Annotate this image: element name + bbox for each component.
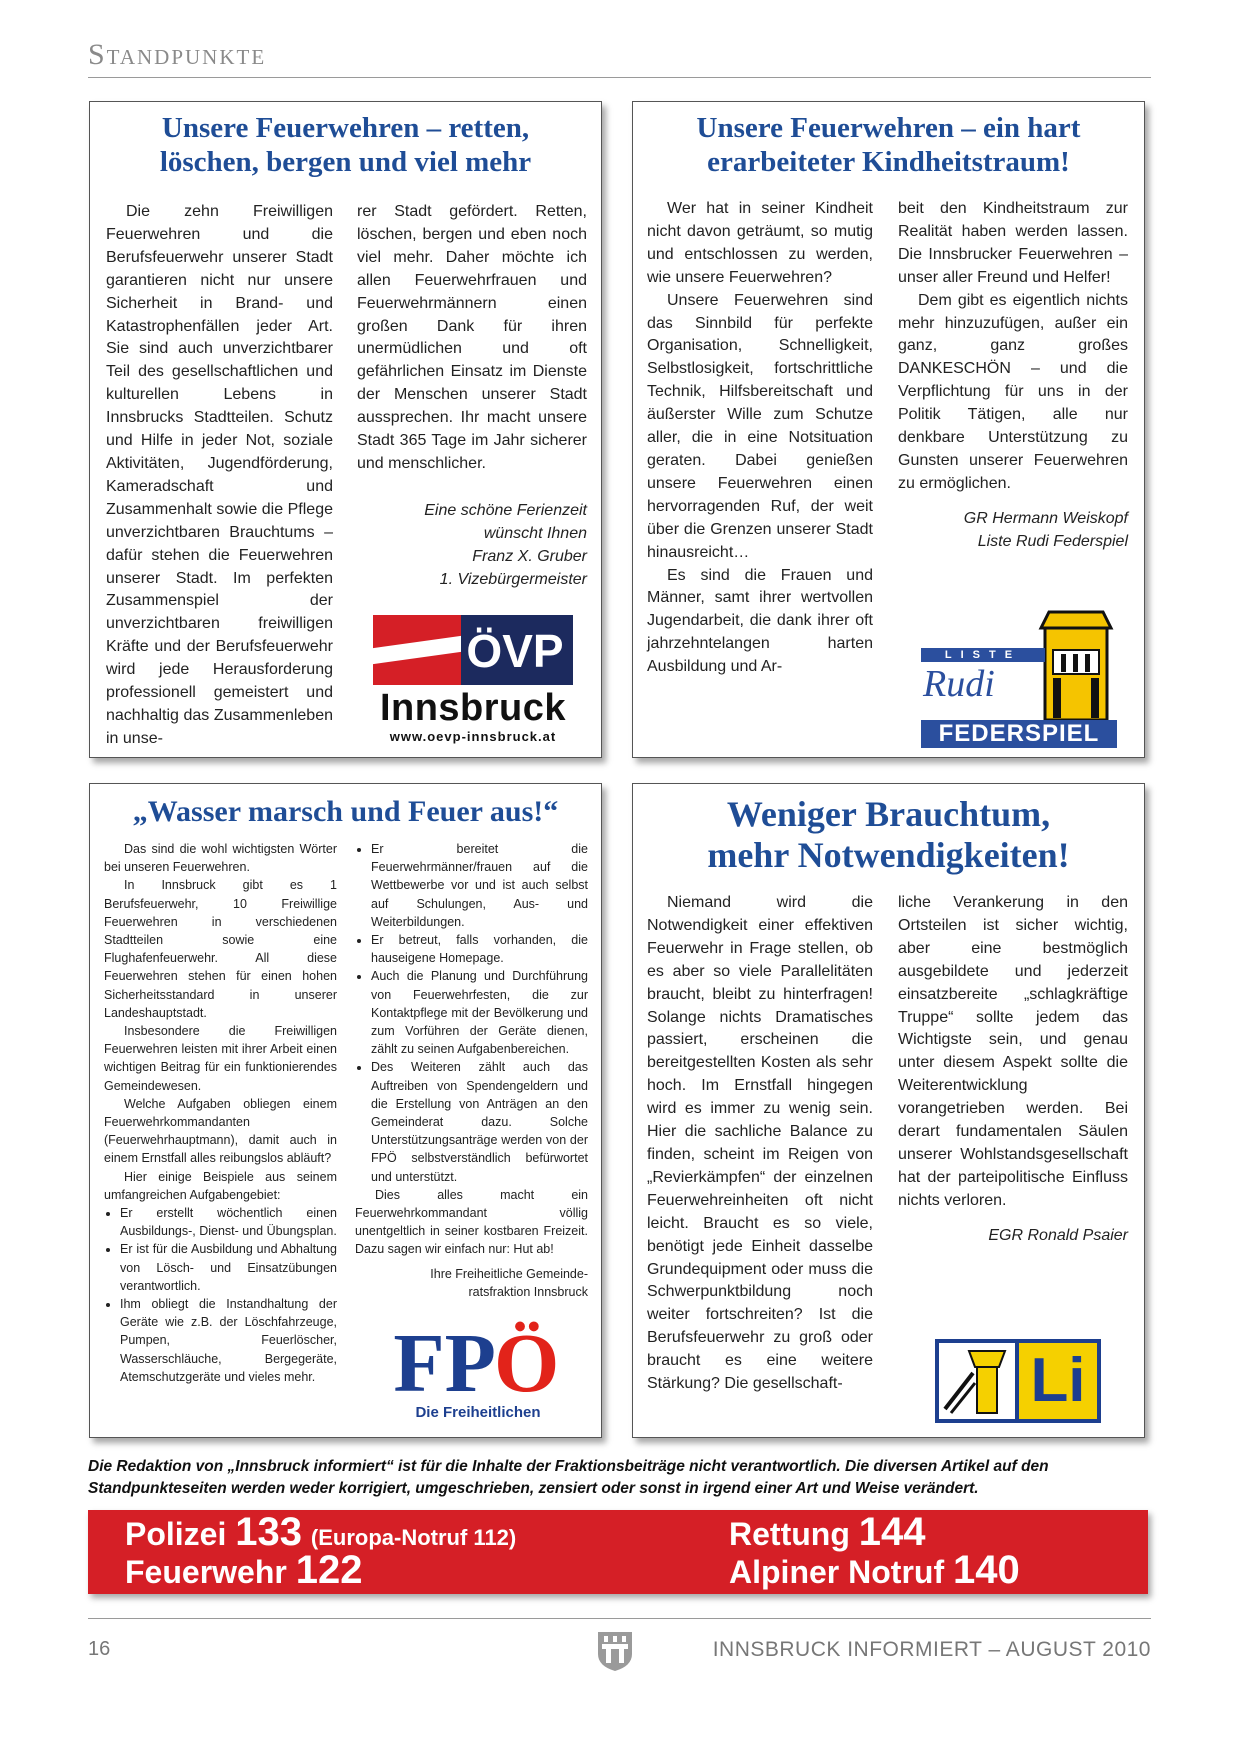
signature-line: Eine schöne Ferienzeit	[424, 501, 587, 519]
editorial-disclaimer: Die Redaktion von „Innsbruck informiert“ ist für die Inhalte der Fraktionsbeiträge nicht verantwortlich. Die diversen Artikel auf den Standpunkteseiten werden weder korrigiert, umgeschrieben, zensiert oder sonst in irgend einer Art und Weise verändert.	[88, 1458, 1049, 1497]
paragraph: Dem gibt es eigentlich nichts mehr hinzuzufügen, außer ein ganz, ganz großes DANKESCHÖN – und die Verpflichtung für uns in der Politik Tätigen, alle nur denkbare Unterstützung zu Gunsten unserer Feuerwehren zu ermöglichen.	[898, 291, 1128, 492]
signature-author: Franz X. Gruber	[472, 547, 587, 565]
oevp-logo	[373, 615, 573, 747]
paragraph: beit den Kindheitstraum zur Realität haben werden lassen. Die Innsbrucker Feuerwehren – unser aller Freund und Helfer!	[898, 200, 1128, 286]
li-logo-text: Li	[1019, 1343, 1097, 1419]
paragraph: Dies alles macht ein Feuerwehrkommandant völlig unentgeltlich in seiner kostbaren Freizeit. Dazu sagen wir einfach nur: Hut ab!	[355, 1187, 588, 1257]
list-item: • Ihm obliegt die Instandhaltung der Geräte wie z.B. der Löschfahrzeuge, Pumpen, Feuerlöscher, Wasserschläuche, Bergegeräte, Atemschutzgeräte und vieles mehr.	[120, 1295, 337, 1386]
article-column-1	[647, 892, 873, 1396]
task-list	[355, 840, 588, 1186]
list-item: • Er bereitet die Feuerwehrmänner/frauen auf die Wettbewerbe vor und ist auch selbst auf Schulungen, Aus- und Weiterbildungen.	[371, 840, 588, 931]
list-item: • Er erstellt wöchentlich einen Ausbildungs-, Dienst- und Übungsplan.	[120, 1204, 337, 1240]
article-liste-federspiel	[632, 101, 1145, 758]
article-fpoe	[89, 783, 602, 1438]
article-column-2	[355, 840, 588, 1301]
li-logo	[935, 1339, 1101, 1423]
task-list	[104, 1204, 337, 1386]
paragraph: Hier einige Beispiele aus seinem umfangreichen Aufgabengebiet:	[104, 1169, 337, 1202]
emergency-numbers-banner	[88, 1510, 1148, 1594]
fpoe-subtitle: Die Freiheitlichen	[415, 1404, 541, 1421]
magazine-footer: INNSBRUCK INFORMIERT – AUGUST 2010	[712, 1638, 1151, 1661]
paragraph: Welche Aufgaben obliegen einem Feuerwehrkommandanten (Feuerwehrhauptmann), damit auch in einem Ernstfall alles reibungslos abläuft?	[104, 1096, 337, 1166]
paragraph: In Innsbruck gibt es 1 Berufsfeuerwehr, 10 Freiwillige Feuerwehren in verschiedenen Stadtteilen sowie eine Flughafenfeuerwehr. All diese Feuerwehren stehen für einen hohen Sicherheitsstandard in unserer Landeshauptstadt.	[104, 878, 337, 1020]
title-line: erarbeiteter Kindheitstraum!	[707, 145, 1070, 178]
article-column-1	[106, 201, 333, 751]
oevp-city-text: Innsbruck	[379, 687, 567, 729]
signature-line: Ihre Freiheitliche Gemeinde-	[430, 1266, 588, 1281]
paragraph: Die zehn Freiwilligen Feuerwehren und die Berufsfeuerwehr unserer Stadt garantieren nicht nur unsere Sicherheit in Brand- und Katastrophenfällen jeder Art. Sie sind auch unverzichtbarer Teil des gesellschaftlichen und kulturellen Lebens in Innsbrucks Stadtteilen. Schutz und Hilfe in jeder Not, soziale Aktivitäten, Jugendförderung, Kameradschaft und Zusammenhalt sowie die Pflege unverzichtbaren Brauchtums – dafür stehen die Feuerwehren unserer Stadt. Im perfekten Zusammenspiel der unverzichtbaren freiwilligen Kräfte und der Berufsfeuerwehr wird jede Herausforderung professionell gemeistert und nachhaltig das Zusammenleben in unse-	[106, 203, 333, 747]
rudi-script: Rudi	[923, 663, 995, 705]
article-liste-innsbruck	[632, 783, 1145, 1438]
article-column-1	[647, 198, 873, 679]
alpine-label: Alpiner Notruf	[729, 1554, 945, 1590]
article-title: „Wasser marsch und Feuer aus!“	[132, 795, 559, 828]
signature-author: GR Hermann Weiskopf	[963, 509, 1128, 527]
paragraph: Niemand wird die Notwendigkeit einer effektiven Feuerwehr in Frage stellen, ob es aber so viele Parallelitäten braucht, bleibt zu hinterfragen! Solange nichts Dramatisches passiert, erscheinen die bereitgestellten Kosten als sehr hoch. Im Ernstfall hingegen wird es immer zu wenig sein. Hier die sachliche Balance zu finden, scheint im Reigen von „Revierkämpfen“ der einzelnen Feuerwehreinheiten oft nicht leicht. Braucht es so viele, benötigt jede Einheit dasselbe Grundequipment oder muss die Schwerpunktbildung noch weiter fortschreiten? Ist die Berufsfeuerwehr zu groß oder braucht es eine weitere Stärkung? Die gesellschaft-	[647, 894, 873, 1393]
section-title: Standpunkte	[88, 38, 267, 71]
paragraph: Das sind die wohl wichtigsten Wörter bei unseren Feuerwehren.	[104, 842, 337, 875]
tower-icon	[939, 1343, 1015, 1419]
article-oevp	[89, 101, 602, 758]
liste-label: LISTE	[921, 648, 1045, 662]
article-title	[643, 794, 1134, 876]
article-title	[643, 112, 1134, 180]
liste-federspiel-logo	[921, 608, 1117, 748]
title-line: löschen, bergen und viel mehr	[159, 145, 532, 178]
bottom-divider	[88, 1618, 1151, 1619]
fire-label: Feuerwehr	[125, 1554, 287, 1590]
article-column-1	[104, 840, 337, 1386]
alpine-value: 140	[952, 1548, 1020, 1592]
oevp-url-text: www.oevp-innsbruck.at	[389, 729, 557, 744]
fpoe-fp-text: FP	[393, 1317, 496, 1410]
paragraph: liche Verankerung in den Ortsteilen ist sicher wichtig, aber eine bestmöglich ausgebildete und jederzeit einsatzbereite „schlagkräftige Truppe“ sollte jedem das Wichtigste sein, und genau unter diesem Aspekt sollte die Weiterentwicklung vorangetrieben werden. Bei derart fundamentalen Säulen unserer Wohlstandsgesellschaft hat der parteipolitische Einfluss nichts verloren.	[898, 894, 1128, 1209]
signature-line: ratsfraktion Innsbruck	[468, 1284, 588, 1299]
alpine-number	[729, 1548, 1020, 1593]
paragraph: Unsere Feuerwehren sind das Sinnbild für perfekte Organisation, Schnelligkeit, Selbstlosigkeit, fortschrittliche Technik, Hilfsbereitschaft und äußerster Wille zum Schutze aller, die in eine Notsituation geraten. Dabei genießen unsere Feuerwehren einen hervorragenden Ruf, der weit über die Grenzen unserer Stadt hinausreicht…	[647, 291, 873, 561]
paragraph: rer Stadt gefördert. Retten, löschen, bergen und eben noch viel mehr. Daher möchte ich allen Feuerwehrfrauen und Feuerwehrmännern einen großen Dank für ihren unermüdlichen und oft gefährlichen Einsatz im Dienste der Menschen unserer Stadt aussprechen. Ihr macht unsere Stadt 365 Tage im Jahr sicherer und menschlicher.	[357, 203, 587, 472]
paragraph: Wer hat in seiner Kindheit nicht davon geträumt, so mutig und entschlossen zu werden, wie unsere Feuerwehren?	[647, 200, 873, 286]
list-item: • Des Weiteren zählt auch das Auftreiben von Spendengeldern und die Erstellung von Anträgen an den Gemeinderat dazu. Solche Unterstützungsanträge werden von der FPÖ selbstverständlich befürwortet und unterstützt.	[371, 1058, 588, 1185]
title-line: Weniger Brauchtum,	[726, 794, 1051, 834]
oevp-party-text: ÖVP	[466, 625, 564, 677]
page-number: 16	[88, 1638, 111, 1660]
paragraph: Insbesondere die Freiwilligen Feuerwehren leisten mit ihrer Arbeit einen wichtigen Beitrag für ein funktionierendes Gemeindewesen.	[104, 1024, 337, 1093]
paragraph: Es sind die Frauen und Männer, samt ihrer wertvollen Jugendarbeit, die dank ihrer oft jahrzehntelangen harten Ausbildung und Ar-	[647, 566, 873, 676]
rescue-value: 144	[858, 1510, 926, 1554]
article-column-2	[898, 892, 1128, 1248]
list-item: • Auch die Planung und Durchführung von Feuerwehrfesten, die zur Kontaktpflege mit der Bevölkerung und zum Vorführen der Geräte dienen, zählt zu seinen Aufgabenbereichen.	[371, 967, 588, 1058]
fpoe-o-text: Ö	[494, 1317, 560, 1410]
police-value: 133	[235, 1510, 302, 1554]
fire-number	[125, 1548, 362, 1593]
rescue-label: Rettung	[729, 1516, 850, 1552]
signature-role: Liste Rudi Federspiel	[977, 532, 1128, 550]
federspiel-label: FEDERSPIEL	[921, 720, 1117, 748]
innsbruck-crest-icon	[596, 1630, 634, 1672]
article-title	[100, 112, 591, 180]
article-column-2	[898, 198, 1128, 554]
article-column-2	[357, 201, 587, 592]
europe-emergency-label: (Europa-Notruf 112)	[310, 1525, 517, 1550]
title-line: Unsere Feuerwehren – retten,	[161, 112, 530, 144]
signature-author: EGR Ronald Psaier	[988, 1226, 1128, 1244]
signature-role: 1. Vizebürgermeister	[439, 570, 587, 588]
signature-line: wünscht Ihnen	[483, 524, 587, 542]
title-line: Unsere Feuerwehren – ein hart	[696, 112, 1081, 144]
fpoe-logo	[380, 1317, 576, 1424]
title-line: mehr Notwendigkeiten!	[707, 835, 1070, 876]
fire-value: 122	[295, 1548, 363, 1592]
list-item: • Er betreut, falls vorhanden, die hauseigene Homepage.	[371, 931, 588, 967]
police-label: Polizei	[125, 1516, 227, 1552]
list-item: • Er ist für die Ausbildung und Abhaltung von Lösch- und Einsatzübungen verantwortlich.	[120, 1240, 337, 1295]
top-divider	[88, 77, 1151, 78]
